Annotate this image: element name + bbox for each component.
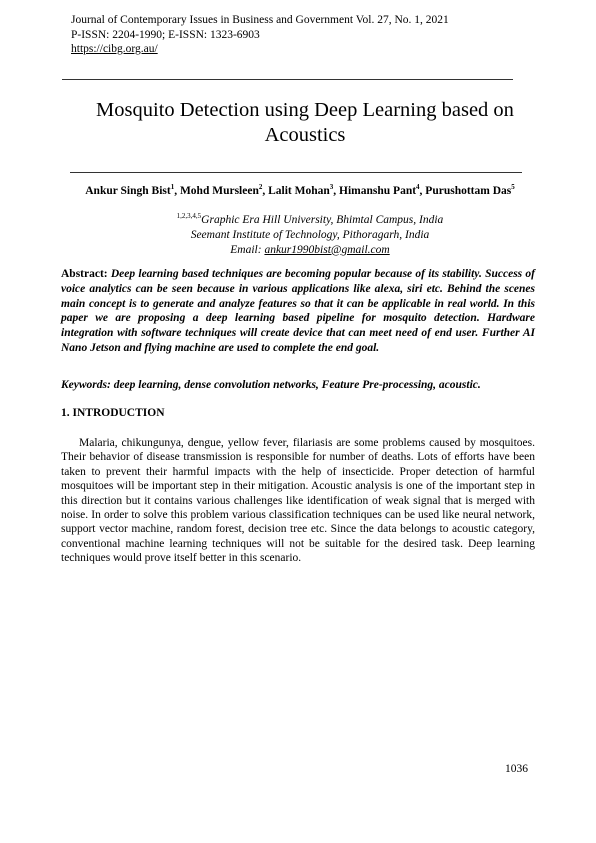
author-list: Ankur Singh Bist$^1$, Mohd Mursleen$^2$, Lalit Mohan$^3$, Himanshu Pant$^4$, Purushottam Das$^5$ [85,183,515,197]
author-affiliation-mark: 5 [511,183,515,192]
affiliation-institute: Seemant Institute of Technology, Pithoragarh, India [190,228,430,241]
email-label: Email: [230,243,265,256]
introduction-paragraph: Malaria, chikungunya, dengue, yellow fever, filariasis are some problems caused by mosquitoes. Their behavior of disease transmission is responsible for number of deaths. Lots of efforts have been taken to prevent their harmful impacts with the help of insecticide. Proper detection of harmful mosquitoes will be important step in their mitigation. Acoustic analysis is one of the important step in this direction but it contains various challenges like identification of weak signal that is merged with noise. In order to solve this problem various classification techniques can be used like neural network, support vector machine, random forest, decision tree etc. Since the data belongs to acoustic category, conventional machine learning techniques will not be suitable for the desired task. Deep learning techniques would prove itself better in this scenario. [61,437,535,565]
author-affiliation-mark: 2 [258,183,263,192]
author-name: Lalit Mohan [268,185,330,197]
email-link[interactable]: ankur1990bist@gmail.com [264,243,390,256]
paper-title-line-2: Acoustics [264,124,346,146]
header-divider [62,79,513,80]
author-name: Mohd Mursleen [179,185,259,197]
author-name: Himanshu Pant [339,185,417,197]
author-name: Ankur Singh Bist [85,185,171,197]
page-number: 1036 [505,763,528,775]
author-affiliation-mark: 4 [416,183,420,192]
journal-url-link[interactable]: https://cibg.org.au/ [71,43,158,55]
abstract [61,267,535,356]
paper-title [70,98,540,148]
paper-title-line-1: Mosquito Detection using Deep Learning based on [96,99,514,121]
abstract-label: Abstract: [61,268,111,280]
author-affiliation-mark: 1 [170,183,175,192]
journal-citation: Journal of Contemporary Issues in Business and Government Vol. 27, No. 1, 2021 [71,14,449,26]
abstract-text: Deep learning based techniques are becoming popular because of its stability. Success of voice analytics can be seen because in various applications like alexa, siri etc. Behind the scenes main concept is to generate and analyze features so that it can be applicable in real world. In this paper we are proposing a deep learning based pipeline for mosquito detection. Hardware integration with software techniques will create device that can meet need of end user. Further AI Nano Jetson and flying machine are used to complete the end goal. [61,268,535,354]
affiliations [80,213,540,257]
author-name: Purushottam Das [425,185,512,197]
journal-issn: P-ISSN: 2204-1990; E-ISSN: 1323-6903 [71,28,260,41]
title-divider [70,172,522,173]
journal-header [71,13,449,57]
section-heading-introduction: 1. INTRODUCTION [61,407,165,419]
affiliation-mark: 1,2,3,4,5 [176,212,202,221]
keywords: Keywords: deep learning, dense convolution networks, Feature Pre-processing, acoustic. [61,379,481,391]
affiliation-university: Graphic Era Hill University, Bhimtal Campus, India [201,214,444,226]
author-affiliation-mark: 3 [329,183,334,192]
